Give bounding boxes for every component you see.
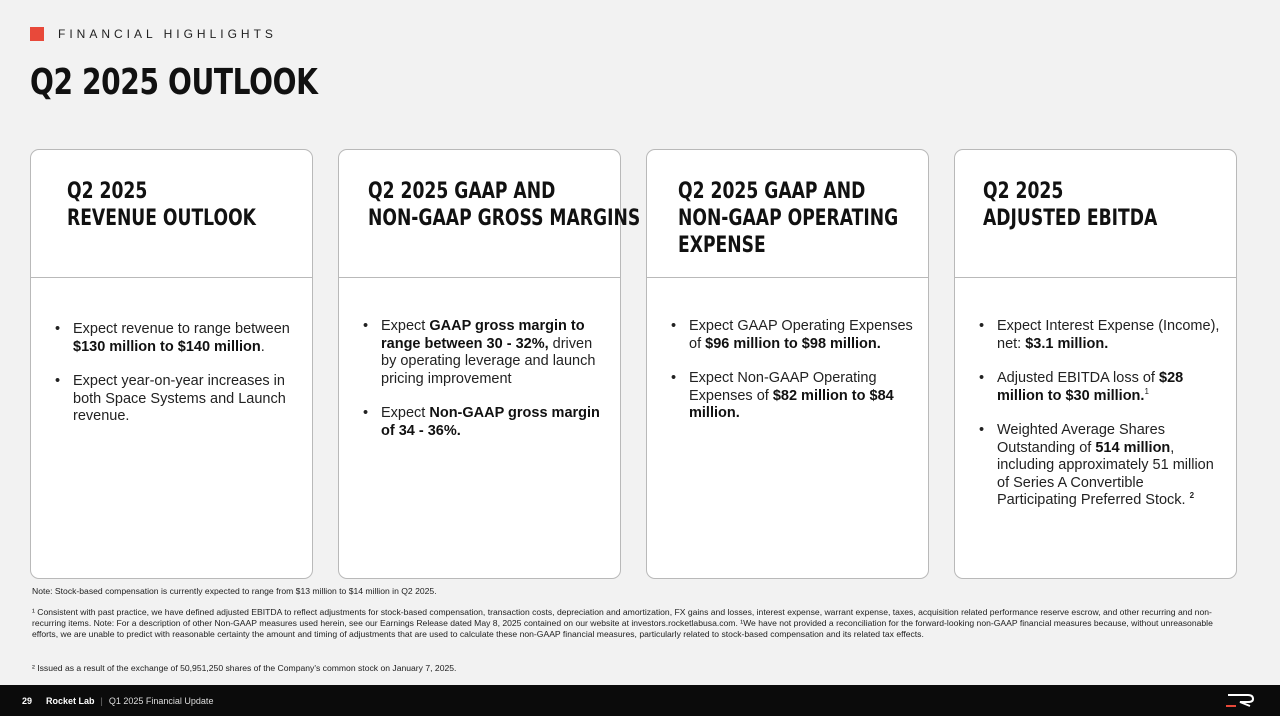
bullet-emphasis: $3.1 million.	[1025, 335, 1109, 352]
page-title: Q2 2025 OUTLOOK	[30, 62, 318, 103]
footnote-ref: 2	[1189, 491, 1195, 501]
bullet-text: Expect Interest Expense (Income), net:	[997, 318, 1220, 352]
bullet-item	[997, 318, 1222, 353]
bullet-text: Expect Non-GAAP Operating Expenses of	[689, 370, 877, 404]
card-header	[339, 150, 641, 278]
footnote-ref: 1	[1144, 386, 1149, 396]
page-number: 29	[22, 695, 33, 706]
card-body	[977, 318, 1222, 527]
footnote-1: ¹ Consistent with past practice, we have defined adjusted EBITDA to reflect adjustments for stock-based compensation, transaction costs, depreciation and amortization, FX gains and losses, interest expense, warrant expense, taxes, acquisition related performance reserve escrow, and other recurring and non-recurring items. Note: For a description of other Non-GAAP measures used herein, see our Earnings Release dated May 8, 2025 contained on our website at investors.rocketlabusa.com. ¹We have not provided a reconciliation for the forward-looking non-GAAP financial measures because, without unreasonable efforts, we are unable to predict with reasonable certainty the amount and timing of adjustments that are used to calculate these non-GAAP financial measures, particularly related to stock-based compensation and its related tax effects.	[32, 607, 1213, 639]
card-body	[361, 318, 606, 457]
section-eyebrow	[30, 27, 277, 41]
footer-separator: |	[100, 695, 103, 706]
bullet-item	[73, 373, 298, 426]
bullet-emphasis: $96 million to $98 million.	[705, 335, 881, 352]
company-name: Rocket Lab	[46, 695, 95, 706]
bullet-text: , including approximately 51 million of Series A Convertible Participating Preferred Stock.	[997, 439, 1214, 508]
card-operating-expense	[646, 149, 929, 579]
bullet-item	[689, 318, 914, 353]
card-revenue-outlook	[30, 149, 313, 579]
eyebrow-label: FINANCIAL HIGHLIGHTS	[58, 27, 277, 41]
bullet-emphasis: $130 million to $140 million	[73, 338, 261, 355]
rocket-lab-logo-icon	[1226, 693, 1256, 707]
bullet-emphasis: $82 million to $84 million.	[689, 387, 894, 421]
card-title: Q2 2025 GAAP AND NON-GAAP OPERATING EXPENSE	[678, 179, 899, 258]
bullet-text: Expect	[381, 318, 430, 334]
bullet-emphasis: Non-GAAP gross margin of 34 - 36%.	[381, 405, 600, 439]
bullet-emphasis: $28 million to $30 million.	[997, 370, 1184, 404]
bullet-emphasis: GAAP gross margin to range between 30 - 32%,	[381, 318, 585, 352]
card-title: Q2 2025 REVENUE OUTLOOK	[67, 179, 256, 231]
card-adjusted-ebitda	[954, 149, 1237, 579]
bullet-text: Expect GAAP Operating Expenses of	[689, 318, 913, 352]
bullet-text: Expect year-on-year increases in both Space Systems and Launch revenue.	[73, 373, 286, 424]
card-title: Q2 2025 GAAP AND NON-GAAP GROSS MARGINS	[368, 179, 641, 231]
note-stock-compensation: Note: Stock-based compensation is currently expected to range from $13 million to $14 million in Q2 2025.	[32, 586, 437, 596]
accent-square-icon	[30, 27, 44, 41]
card-title: Q2 2025 ADJUSTED EBITDA	[983, 179, 1158, 231]
card-body	[669, 318, 914, 440]
card-gross-margins	[338, 149, 641, 579]
card-header	[955, 150, 1236, 278]
card-body	[53, 321, 298, 443]
bullet-item	[381, 405, 606, 440]
bullet-item	[381, 318, 606, 388]
bullet-item	[73, 321, 298, 356]
bullet-text: .	[260, 338, 265, 355]
slide-footer	[0, 685, 1280, 716]
bullet-item	[689, 370, 914, 423]
bullet-text: Weighted Average Shares Outstanding of	[997, 422, 1165, 456]
bullet-text: Expect revenue to range between	[73, 321, 290, 337]
bullet-text: Expect	[381, 405, 430, 421]
bullet-text: Adjusted EBITDA loss of	[997, 370, 1159, 386]
card-header	[31, 150, 312, 278]
document-title: Q1 2025 Financial Update	[108, 695, 214, 706]
bullet-item	[997, 370, 1222, 405]
footnote-2: ² Issued as a result of the exchange of 50,951,250 shares of the Company's common stock on January 7, 2025.	[32, 663, 457, 673]
bullet-text: driven by operating leverage and launch pricing improvement	[381, 335, 596, 387]
bullet-item	[997, 422, 1222, 510]
card-header	[647, 150, 928, 278]
bullet-emphasis: 514 million	[1095, 439, 1171, 456]
